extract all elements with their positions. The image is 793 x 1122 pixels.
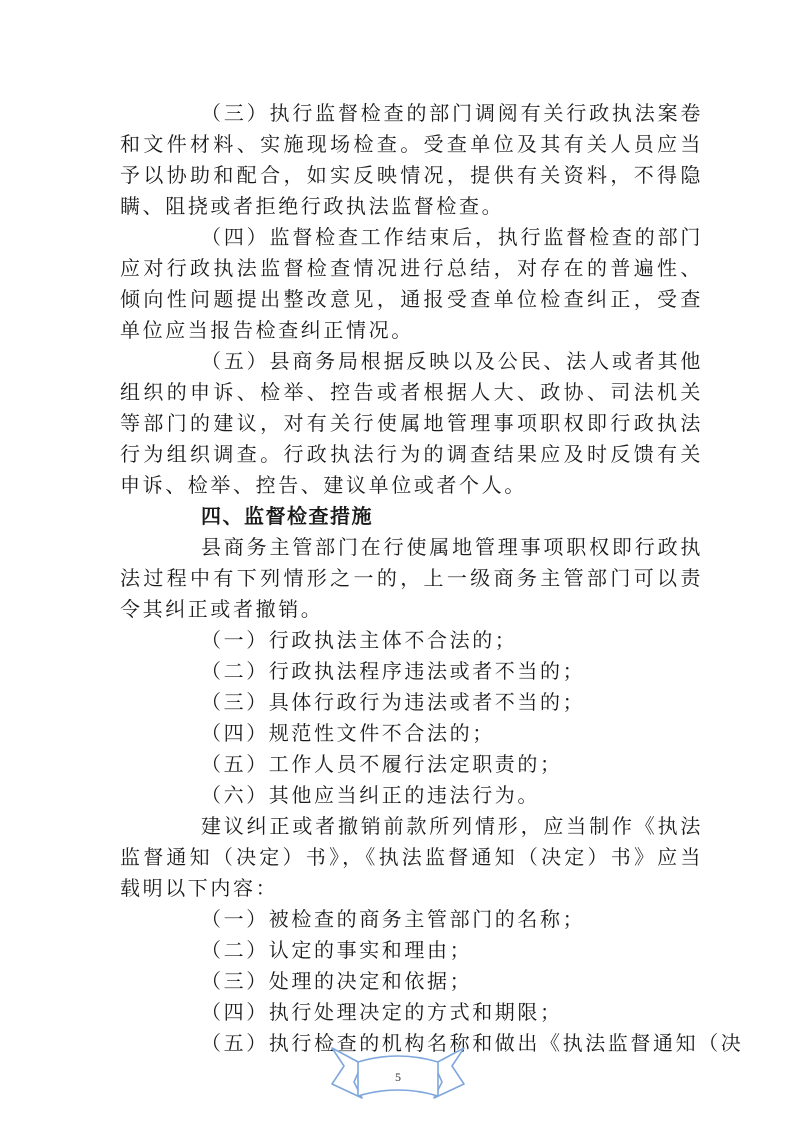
page-number: 5 [395, 1070, 401, 1084]
list-item: （二）行政执法程序违法或者不当的； [201, 659, 586, 683]
list-item: （五）工作人员不履行法定职责的； [201, 752, 563, 776]
list-item: （四）规范性文件不合法的； [201, 721, 495, 745]
list-item: （二）认定的事实和理由； [201, 938, 473, 962]
list-item: （六）其他应当纠正的违法行为。 [201, 783, 540, 807]
paragraph-item-3: （三）执行监督检查的部门调阅有关行政执法案卷和文件材料、实施现场检查。受查单位及其有关人员应当予以协助和配合，如实反映情况，提供有关资料，不得隐瞒、阻挠或者拒绝行政执法监督检查。 [120, 101, 703, 218]
document-body [120, 98, 744, 1059]
list-item: （一）行政执法主体不合法的； [201, 628, 518, 652]
notice-paragraph: 建议纠正或者撤销前款所列情形，应当制作《执法监督通知（决定）书》，《执法监督通知（决定）书》应当载明以下内容： [120, 814, 703, 900]
paragraph-item-5: （五）县商务局根据反映以及公民、法人或者其他组织的申诉、检举、控告或者根据人大、政协、司法机关等部门的建议，对有关行使属地管理事项职权即行政执法行为组织调查。行政执法行为的调查结果应及时反馈有关申诉、检举、控告、建议单位或者个人。 [120, 349, 703, 497]
list-item: （三）处理的决定和依据； [201, 969, 473, 993]
paragraph-item-4: （四）监督检查工作结束后，执行监督检查的部门应对行政执法监督检查情况进行总结，对存在的普遍性、倾向性问题提出整改意见，通报受查单位检查纠正，受查单位应当报告检查纠正情况。 [120, 225, 703, 342]
list-item: （四）执行处理决定的方式和期限； [201, 1000, 563, 1024]
section-heading: 四、监督检查措施 [201, 504, 373, 528]
list-item: （三）具体行政行为违法或者不当的； [201, 690, 586, 714]
section-intro-paragraph: 县商务主管部门在行使属地管理事项职权即行政执法过程中有下列情形之一的，上一级商务主管部门可以责令其纠正或者撤销。 [120, 535, 703, 621]
list-item: （五）执行检查的机构名称和做出《执法监督通知（决 [201, 1031, 744, 1055]
page-footer [328, 1040, 468, 1104]
list-item: （一）被检查的商务主管部门的名称； [201, 907, 586, 931]
